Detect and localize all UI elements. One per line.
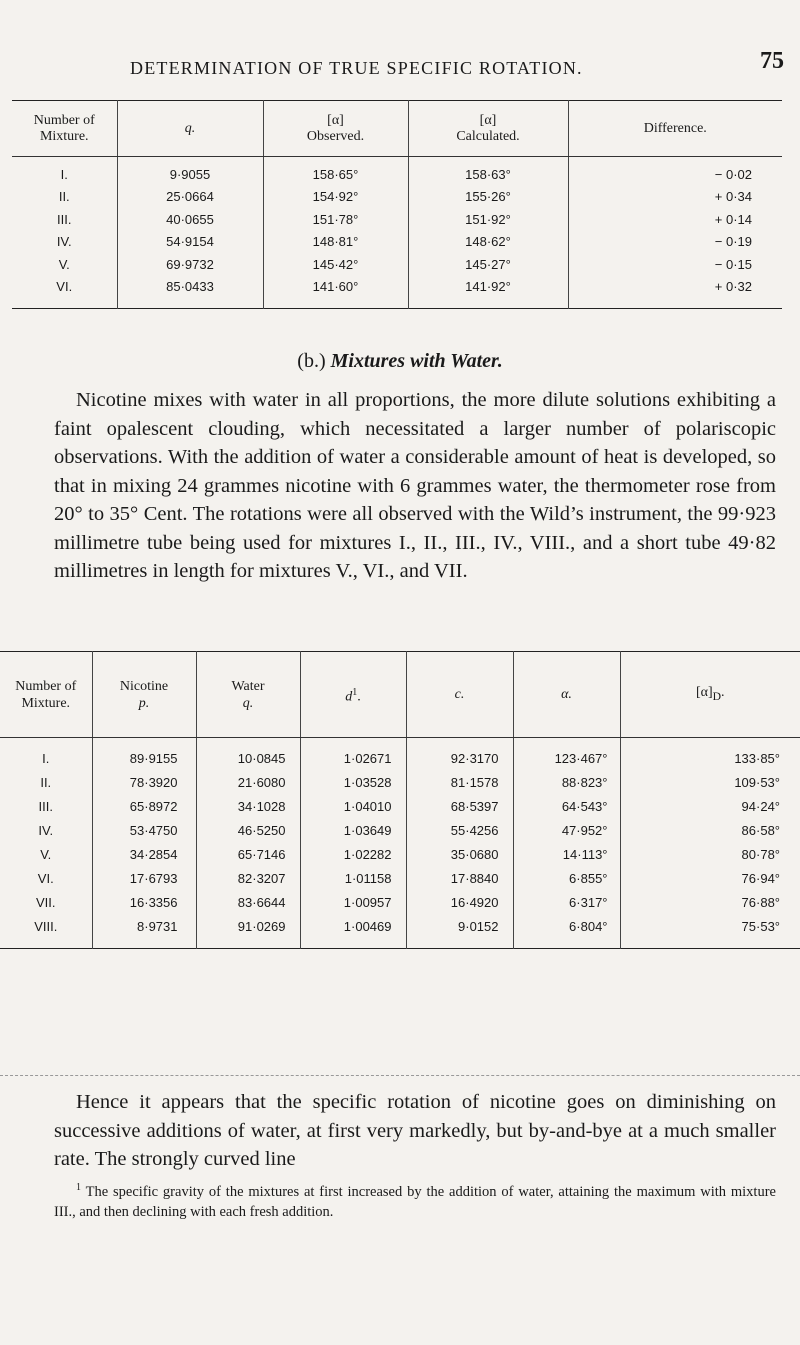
cell-observed: 158·65° bbox=[263, 157, 408, 186]
cell-alphaD: 94·24° bbox=[620, 794, 800, 818]
cell-mixture: III. bbox=[57, 211, 72, 227]
cell-alphaD: 109·53° bbox=[620, 770, 800, 794]
cell-mixture: I. bbox=[42, 750, 50, 766]
cell-q: 69·9732 bbox=[117, 253, 263, 276]
cell-d: 1·00957 bbox=[300, 890, 406, 914]
cell-alpha: 6·317° bbox=[513, 890, 620, 914]
running-title: DETERMINATION OF TRUE SPECIFIC ROTATION. bbox=[130, 58, 583, 78]
col-header-calculated: [α] Calculated. bbox=[408, 101, 568, 157]
cell-observed: 151·78° bbox=[263, 208, 408, 231]
cell-observed: 145·42° bbox=[263, 253, 408, 276]
cell-q: 91·0269 bbox=[196, 914, 300, 949]
cell-alpha: 64·543° bbox=[513, 794, 620, 818]
cell-q: 46·5250 bbox=[196, 818, 300, 842]
cell-observed: 141·60° bbox=[263, 276, 408, 309]
table-row bbox=[0, 770, 800, 794]
cell-mixture: II. bbox=[58, 189, 70, 205]
cell-alpha: 88·823° bbox=[513, 770, 620, 794]
cell-mixture: I. bbox=[60, 166, 68, 182]
table-row bbox=[0, 914, 800, 949]
cell-difference: − 0·19 bbox=[568, 231, 782, 254]
table-row bbox=[0, 866, 800, 890]
col-header-mixture: Number of Mixture. bbox=[0, 652, 92, 738]
cell-alphaD: 133·85° bbox=[620, 738, 800, 771]
cell-p: 53·4750 bbox=[92, 818, 196, 842]
cell-alpha: 47·952° bbox=[513, 818, 620, 842]
col-header-c: c. bbox=[406, 652, 513, 738]
cell-difference: − 0·15 bbox=[568, 253, 782, 276]
cell-q: 85·0433 bbox=[117, 276, 263, 309]
cell-c: 16·4920 bbox=[406, 890, 513, 914]
cell-p: 34·2854 bbox=[92, 842, 196, 866]
cell-mixture: VI. bbox=[37, 870, 54, 886]
section-title: Mixtures with Water. bbox=[330, 350, 503, 372]
cell-q: 9·9055 bbox=[117, 157, 263, 186]
cell-mixture: IV. bbox=[56, 234, 72, 250]
table-row bbox=[0, 738, 800, 771]
table-row bbox=[0, 794, 800, 818]
table-header-row bbox=[0, 652, 800, 738]
cell-p: 17·6793 bbox=[92, 866, 196, 890]
col-header-alphaD: $[\alpha]_D$. bbox=[620, 652, 800, 738]
cell-mixture: V. bbox=[58, 256, 70, 272]
cell-d: 1·00469 bbox=[300, 914, 406, 949]
table-row bbox=[0, 818, 800, 842]
cell-mixture: IV. bbox=[38, 822, 54, 838]
cell-d: 1·03649 bbox=[300, 818, 406, 842]
cell-mixture: VII. bbox=[35, 894, 56, 910]
cell-q: 65·7146 bbox=[196, 842, 300, 866]
cell-alphaD: 76·88° bbox=[620, 890, 800, 914]
cell-d: 1·01158 bbox=[300, 866, 406, 890]
table-row bbox=[12, 253, 782, 276]
table-row bbox=[0, 890, 800, 914]
cell-mixture: II. bbox=[40, 774, 52, 790]
cell-difference: + 0·32 bbox=[568, 276, 782, 309]
cell-alpha: 123·467° bbox=[513, 738, 620, 771]
cell-alpha: 6·855° bbox=[513, 866, 620, 890]
cell-p: 8·9731 bbox=[92, 914, 196, 949]
cell-observed: 154·92° bbox=[263, 186, 408, 209]
footnote-text: The specific gravity of the mixtures at first increased by the addition of water, attaining the maximum with mixture III., and then declining with each fresh addition. bbox=[54, 1183, 776, 1220]
table-row bbox=[12, 276, 782, 309]
cell-d: 1·04010 bbox=[300, 794, 406, 818]
cell-c: 55·4256 bbox=[406, 818, 513, 842]
col-header-observed: [α] Observed. bbox=[263, 101, 408, 157]
col-header-mixture: Number of Mixture. bbox=[12, 101, 117, 157]
footnote bbox=[54, 1178, 776, 1222]
cell-mixture: VIII. bbox=[34, 918, 58, 934]
table-row bbox=[12, 231, 782, 254]
cell-mixture: V. bbox=[40, 846, 52, 862]
cell-d: 1·03528 bbox=[300, 770, 406, 794]
cell-q: 25·0664 bbox=[117, 186, 263, 209]
cell-alphaD: 76·94° bbox=[620, 866, 800, 890]
cell-alphaD: 80·78° bbox=[620, 842, 800, 866]
cell-difference: + 0·14 bbox=[568, 208, 782, 231]
cell-calculated: 141·92° bbox=[408, 276, 568, 309]
cell-calculated: 145·27° bbox=[408, 253, 568, 276]
table-header-row bbox=[12, 101, 782, 157]
cell-q: 34·1028 bbox=[196, 794, 300, 818]
cell-c: 17·8840 bbox=[406, 866, 513, 890]
col-header-alpha: α. bbox=[513, 652, 620, 738]
table-row bbox=[12, 157, 782, 186]
col-header-nicotine: Nicotine p. bbox=[92, 652, 196, 738]
page-number: 75 bbox=[760, 48, 784, 74]
cell-c: 35·0680 bbox=[406, 842, 513, 866]
cell-q: 40·0655 bbox=[117, 208, 263, 231]
cell-difference: − 0·02 bbox=[568, 157, 782, 186]
cell-observed: 148·81° bbox=[263, 231, 408, 254]
cell-q: 82·3207 bbox=[196, 866, 300, 890]
cell-mixture: III. bbox=[38, 798, 53, 814]
cell-c: 68·5397 bbox=[406, 794, 513, 818]
cell-calculated: 148·62° bbox=[408, 231, 568, 254]
page-header bbox=[0, 40, 800, 80]
table-row bbox=[12, 208, 782, 231]
body-paragraph: Hence it appears that the specific rotation of nicotine goes on diminishing on successive additions of water, at first very markedly, but by-and-bye at a much smaller rate. The strongly curved line bbox=[54, 1091, 776, 1170]
cell-c: 81·1578 bbox=[406, 770, 513, 794]
footnote-mark: 1 bbox=[76, 1182, 81, 1193]
cell-p: 89·9155 bbox=[92, 738, 196, 771]
cell-c: 92·3170 bbox=[406, 738, 513, 771]
scan-artifact-rule bbox=[0, 1075, 800, 1076]
cell-d: 1·02671 bbox=[300, 738, 406, 771]
cell-calculated: 158·63° bbox=[408, 157, 568, 186]
cell-d: 1·02282 bbox=[300, 842, 406, 866]
cell-c: 9·0152 bbox=[406, 914, 513, 949]
table-observed-calculated bbox=[12, 100, 782, 309]
cell-q: 21·6080 bbox=[196, 770, 300, 794]
col-header-water: Water q. bbox=[196, 652, 300, 738]
cell-calculated: 151·92° bbox=[408, 208, 568, 231]
cell-calculated: 155·26° bbox=[408, 186, 568, 209]
cell-alpha: 6·804° bbox=[513, 914, 620, 949]
col-header-q: q. bbox=[117, 101, 263, 157]
table-row bbox=[12, 186, 782, 209]
table-row bbox=[0, 842, 800, 866]
col-header-difference: Difference. bbox=[568, 101, 782, 157]
section-heading: (b.) Mixtures with Water. bbox=[297, 350, 503, 372]
table-mixtures-with-water bbox=[0, 651, 800, 949]
cell-p: 16·3356 bbox=[92, 890, 196, 914]
cell-q: 10·0845 bbox=[196, 738, 300, 771]
cell-p: 65·8972 bbox=[92, 794, 196, 818]
cell-mixture: VI. bbox=[56, 279, 73, 295]
cell-alpha: 14·113° bbox=[513, 842, 620, 866]
cell-p: 78·3920 bbox=[92, 770, 196, 794]
cell-alphaD: 75·53° bbox=[620, 914, 800, 949]
cell-q: 54·9154 bbox=[117, 231, 263, 254]
cell-q: 83·6644 bbox=[196, 890, 300, 914]
col-header-density: $d^1$. bbox=[300, 652, 406, 738]
cell-difference: + 0·34 bbox=[568, 186, 782, 209]
body-paragraph: Nicotine mixes with water in all proportions, the more dilute solutions exhibiting a faint opalescent clouding, which necessitated a larger number of polariscopic observations. With the addition of water a considerable amount of heat is developed, so that in mixing 24 grammes nicotine with 6 grammes water, the thermometer rose from 20° to 35° Cent. The rotations were all observed with the Wild’s instrument, the 99·923 millimetre tube being used for mixtures I., II., III., IV., VIII., and a short tube 49·82 millimetres in length for mixtures V., VI., and VII. bbox=[54, 389, 776, 582]
cell-alphaD: 86·58° bbox=[620, 818, 800, 842]
